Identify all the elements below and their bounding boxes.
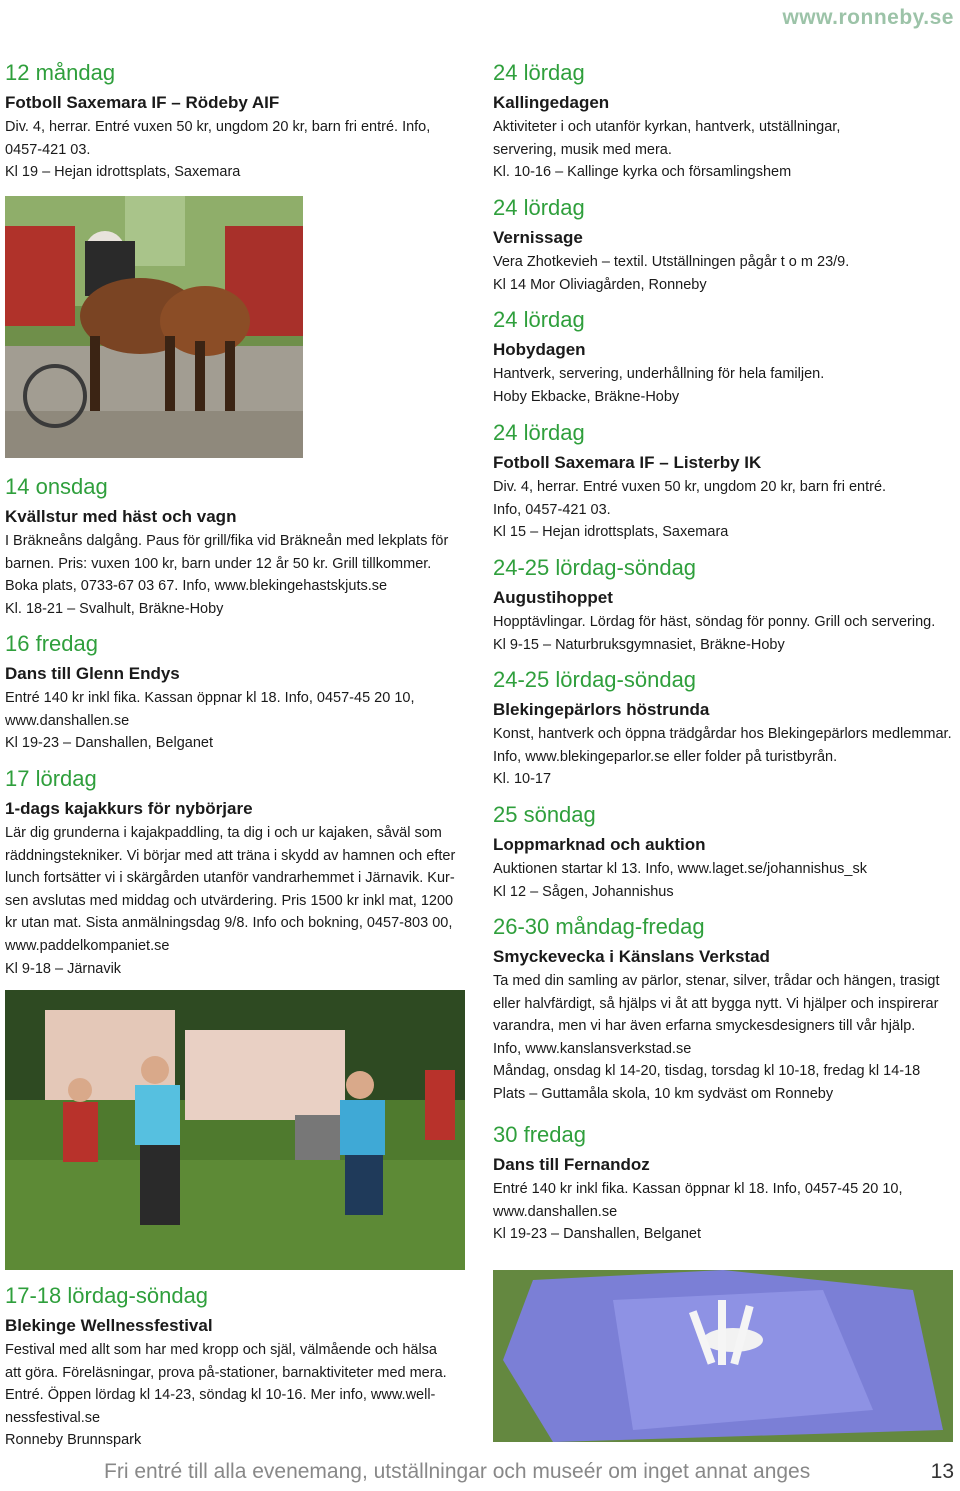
event-title: Blekingepärlors höstrunda xyxy=(493,700,710,719)
event-line: Div. 4, herrar. Entré vuxen 50 kr, ungdom 20 kr, barn fri entré. xyxy=(493,479,887,495)
event-title: Blekinge Wellnessfestival xyxy=(5,1316,213,1335)
site-url[interactable]: www.ronneby.se xyxy=(782,6,954,29)
event-line: Entré. Öppen lördag kl 14-23, söndag kl 10-16. Mer info, www.well- xyxy=(5,1387,436,1404)
event-24-25-augustihoppet xyxy=(493,555,955,656)
event-line: eller halvfärdigt, så hjälps vi åt att bygga nytt. Vi hjälper och inspirerar xyxy=(493,995,939,1012)
event-line: Plats – Guttamåla skola, 10 km sydväst om Ronneby xyxy=(493,1085,834,1102)
event-line: Hoby Ekbacke, Bräkne-Hoby xyxy=(493,388,680,405)
event-title: Dans till Glenn Endys xyxy=(5,664,180,683)
event-line: Kl 14 Mor Oliviagården, Ronneby xyxy=(493,276,707,293)
event-title: 1-dags kajakkurs för nybörjare xyxy=(5,799,253,818)
event-date: 24-25 lördag-söndag xyxy=(493,667,697,692)
event-line: varandra, men vi har även erfarna smyckesdesigners till vår hjälp. xyxy=(493,1018,916,1035)
event-line: Ronneby Brunnspark xyxy=(5,1432,142,1449)
event-title: Dans till Fernandoz xyxy=(493,1155,650,1174)
event-line: Info, www.kanslansverkstad.se xyxy=(493,1040,692,1057)
event-30-fredag xyxy=(493,1122,955,1246)
event-line: Div. 4, herrar. Entré vuxen 50 kr, ungdom 20 kr, barn fri entré. Info, xyxy=(5,119,431,135)
event-title: Fotboll Saxemara IF – Listerby IK xyxy=(493,453,762,472)
event-line: I Bräkneåns dalgång. Paus för grill/fika vid Bräkneån med lekplats för xyxy=(5,533,449,549)
event-24-lordag-kallinge xyxy=(493,60,955,184)
event-date: 17 lördag xyxy=(5,766,97,791)
event-17-18-lordag-sondag xyxy=(5,1283,470,1452)
event-date: 17-18 lördag-söndag xyxy=(5,1283,209,1308)
event-line: nessfestival.se xyxy=(5,1409,101,1426)
event-line: sen avslutas med middag och utvärdering. Pris 1500 kr inkl mat, 1200 xyxy=(5,892,454,909)
event-date: 25 söndag xyxy=(493,802,596,827)
event-16-fredag xyxy=(5,631,470,755)
event-line: Aktiviteter i och utanför kyrkan, hantverk, utställningar, xyxy=(493,119,841,135)
event-line: Entré 140 kr inkl fika. Kassan öppnar kl 18. Info, 0457-45 20 10, xyxy=(5,690,415,706)
event-line: Kl 19 – Hejan idrottsplats, Saxemara xyxy=(5,164,241,181)
event-title: Kallingedagen xyxy=(493,93,610,112)
event-line: Info, www.blekingeparlor.se eller folder på turistbyrån. xyxy=(493,748,838,765)
event-line: Kl 9-18 – Järnavik xyxy=(5,960,122,977)
event-date: 24 lördag xyxy=(493,60,585,85)
event-title: Fotboll Saxemara IF – Rödeby AIF xyxy=(5,93,280,112)
event-line: Festival med allt som har med kropp och själ, välmående och hälsa xyxy=(5,1342,437,1358)
event-line: barnen. Pris: vuxen 100 kr, barn under 12 år 50 kr. Grill tillkommer. xyxy=(5,555,432,572)
event-14-onsdag xyxy=(5,474,470,620)
event-line: Kl 12 – Sågen, Johannishus xyxy=(493,883,674,900)
event-12-mandag xyxy=(5,60,470,184)
event-line: Hantverk, servering, underhållning för hela familjen. xyxy=(493,366,825,382)
event-line: Ta med din samling av pärlor, stenar, silver, trådar och hängen, trasigt xyxy=(493,973,940,989)
event-date: 12 måndag xyxy=(5,60,116,85)
event-line: 0457-421 03. xyxy=(5,141,91,158)
event-line: Kl. 10-17 xyxy=(493,771,552,788)
event-date: 26-30 måndag-fredag xyxy=(493,914,705,939)
event-line: Kl. 10-16 – Kallinge kyrka och församlingshem xyxy=(493,164,792,181)
event-date: 24 lördag xyxy=(493,420,585,445)
footer-note: Fri entré till alla evenemang, utställningar och museér om inget annat anges xyxy=(104,1460,811,1483)
event-title: Vernissage xyxy=(493,228,583,247)
event-line: Kl 19-23 – Danshallen, Belganet xyxy=(5,735,213,752)
event-line: lunch fortsätter vi i skärgården utanför vandrarhemmet i Järnavik. Kur- xyxy=(5,870,455,887)
flower-photo xyxy=(493,1270,953,1442)
event-line: kr utan mat. Sista anmälningsdag 9/8. Info och bokning, 0457-803 00, xyxy=(5,915,453,932)
event-line: Kl 15 – Hejan idrottsplats, Saxemara xyxy=(493,524,729,541)
event-line: Kl 9-15 – Naturbruksgymnasiet, Bräkne-Hoby xyxy=(493,636,785,653)
wellness-festival-photo xyxy=(5,990,465,1270)
event-line: Boka plats, 0733-67 03 67. Info, www.blekingehastskjuts.se xyxy=(5,578,388,595)
event-title: Kvällstur med häst och vagn xyxy=(5,507,237,526)
event-date: 24-25 lördag-söndag xyxy=(493,555,697,580)
horse-carriage-photo xyxy=(5,196,303,458)
event-line: räddningstekniker. Vi börjar med att träna i skydd av hamnen och efter xyxy=(5,847,456,864)
event-24-lordag-hobydagen xyxy=(493,307,955,408)
event-17-lordag xyxy=(5,766,470,980)
page-number: 13 xyxy=(930,1460,954,1483)
event-line: servering, musik med mera. xyxy=(493,141,672,158)
event-date: 30 fredag xyxy=(493,1122,586,1147)
event-line: att göra. Föreläsningar, prova på-stationer, barnaktiviteter med mera. xyxy=(5,1364,447,1381)
event-24-lordag-fotboll xyxy=(493,420,955,544)
event-line: www.danshallen.se xyxy=(5,712,130,729)
event-24-lordag-vernissage xyxy=(493,195,955,296)
event-line: Kl. 18-21 – Svalhult, Bräkne-Hoby xyxy=(5,600,224,617)
event-date: 14 onsdag xyxy=(5,474,108,499)
event-line: Auktionen startar kl 13. Info, www.laget.se/johannishus_sk xyxy=(493,861,867,877)
event-title: Smyckevecka i Känslans Verkstad xyxy=(493,947,770,966)
event-line: Måndag, onsdag kl 14-20, tisdag, torsdag kl 10-18, fredag kl 14-18 xyxy=(493,1063,921,1080)
event-24-25-blekingeparlor xyxy=(493,667,955,791)
event-title: Loppmarknad och auktion xyxy=(493,835,706,854)
event-line: Entré 140 kr inkl fika. Kassan öppnar kl 18. Info, 0457-45 20 10, xyxy=(493,1181,903,1197)
event-date: 24 lördag xyxy=(493,307,585,332)
event-line: Vera Zhotkevieh – textil. Utställningen pågår t o m 23/9. xyxy=(493,254,850,270)
event-line: www.danshallen.se xyxy=(493,1203,618,1220)
event-date: 16 fredag xyxy=(5,631,98,656)
event-title: Augustihoppet xyxy=(493,588,613,607)
event-line: Lär dig grunderna i kajakpaddling, ta dig i och ur kajaken, såväl som xyxy=(5,825,442,841)
event-date: 24 lördag xyxy=(493,195,585,220)
event-line: Kl 19-23 – Danshallen, Belganet xyxy=(493,1226,701,1243)
event-line: Info, 0457-421 03. xyxy=(493,501,611,518)
event-line: Konst, hantverk och öppna trädgårdar hos Blekingepärlors medlemmar. xyxy=(493,726,952,742)
event-26-30-smyckevecka xyxy=(493,914,955,1106)
event-line: www.paddelkompaniet.se xyxy=(5,937,170,954)
event-line: Hopptävlingar. Lördag för häst, söndag för ponny. Grill och servering. xyxy=(493,614,936,630)
event-25-sondag xyxy=(493,802,955,903)
event-title: Hobydagen xyxy=(493,340,586,359)
